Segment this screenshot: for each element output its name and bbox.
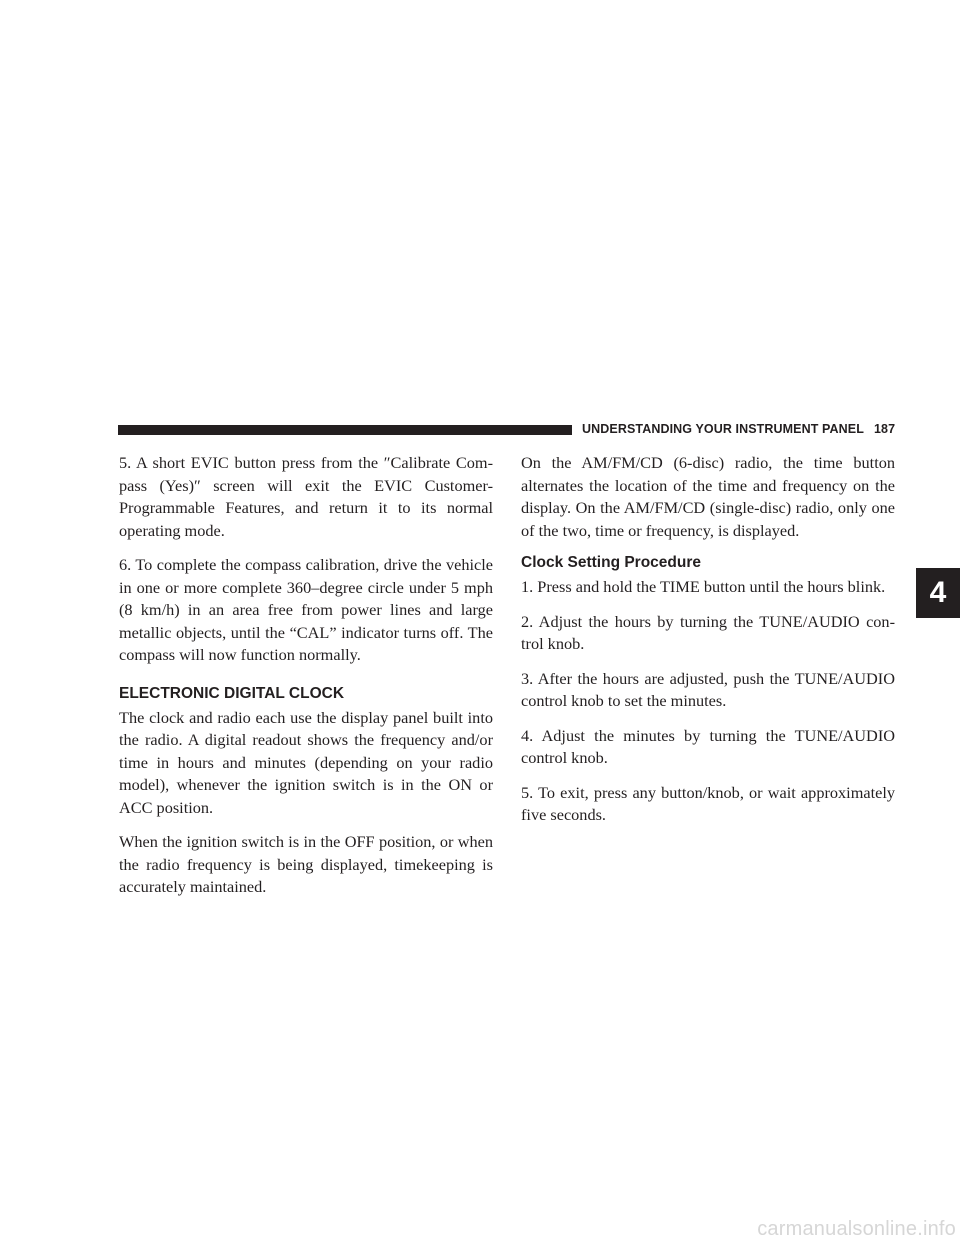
paragraph-timekeeping: When the ignition switch is in the OFF position, or when the radio frequency is being displayed, timekeeping is accurately maintained. [119, 832, 493, 896]
header-rule [118, 425, 572, 435]
paragraph-clock-intro: The clock and radio each use the display panel built into the radio. A digital readout shows the frequency and/or time in hours and minutes (depending on your radio model), whenever the ignition switch is in the ON or ACC position. [119, 707, 493, 817]
heading-clock-setting-procedure: Clock Setting Procedure [521, 554, 702, 571]
heading-electronic-digital-clock: ELECTRONIC DIGITAL CLOCK [119, 684, 345, 702]
procedure-step-2: 2. Adjust the hours by turning the TUNE/AUDIO con-trol knob. [521, 611, 895, 653]
procedure-step-4: 4. Adjust the minutes by turning the TUNE/AUDIO control knob. [521, 725, 895, 767]
page-header [582, 421, 904, 438]
paragraph-radio-display: On the AM/FM/CD (6-disc) radio, the time button alternates the location of the time and frequency on the display. On the AM/FM/CD (single-disc) radio, only one of the two, time or frequency, is displayed. [521, 453, 895, 540]
procedure-step-1: 1. Press and hold the TIME button until the hours blink. [521, 577, 886, 596]
watermark: carmanualsonline.info [757, 1218, 956, 1240]
left-column [119, 452, 493, 911]
paragraph-step-5: 5. A short EVIC button press from the ″Calibrate Com-pass (Yes)″ screen will exit the EVIC Customer-Programmable Features, and return it to its normal operating mode. [119, 453, 493, 540]
procedure-step-5: 5. To exit, press any button/knob, or wait approximately five seconds. [521, 782, 895, 824]
page-number: 187 [873, 422, 896, 436]
paragraph-step-6: 6. To complete the compass calibration, drive the vehicle in one or more complete 360–degree circle under 5 mph (8 km/h) in an area free from power lines and large metallic objects, until the “CAL” indicator turns off. The compass will now function normally. [119, 555, 493, 664]
procedure-step-3: 3. After the hours are adjusted, push the TUNE/AUDIO control knob to set the minutes. [521, 668, 895, 710]
chapter-tab: 4 [916, 568, 960, 618]
right-column [521, 452, 895, 839]
section-title: UNDERSTANDING YOUR INSTRUMENT PANEL [582, 422, 864, 436]
